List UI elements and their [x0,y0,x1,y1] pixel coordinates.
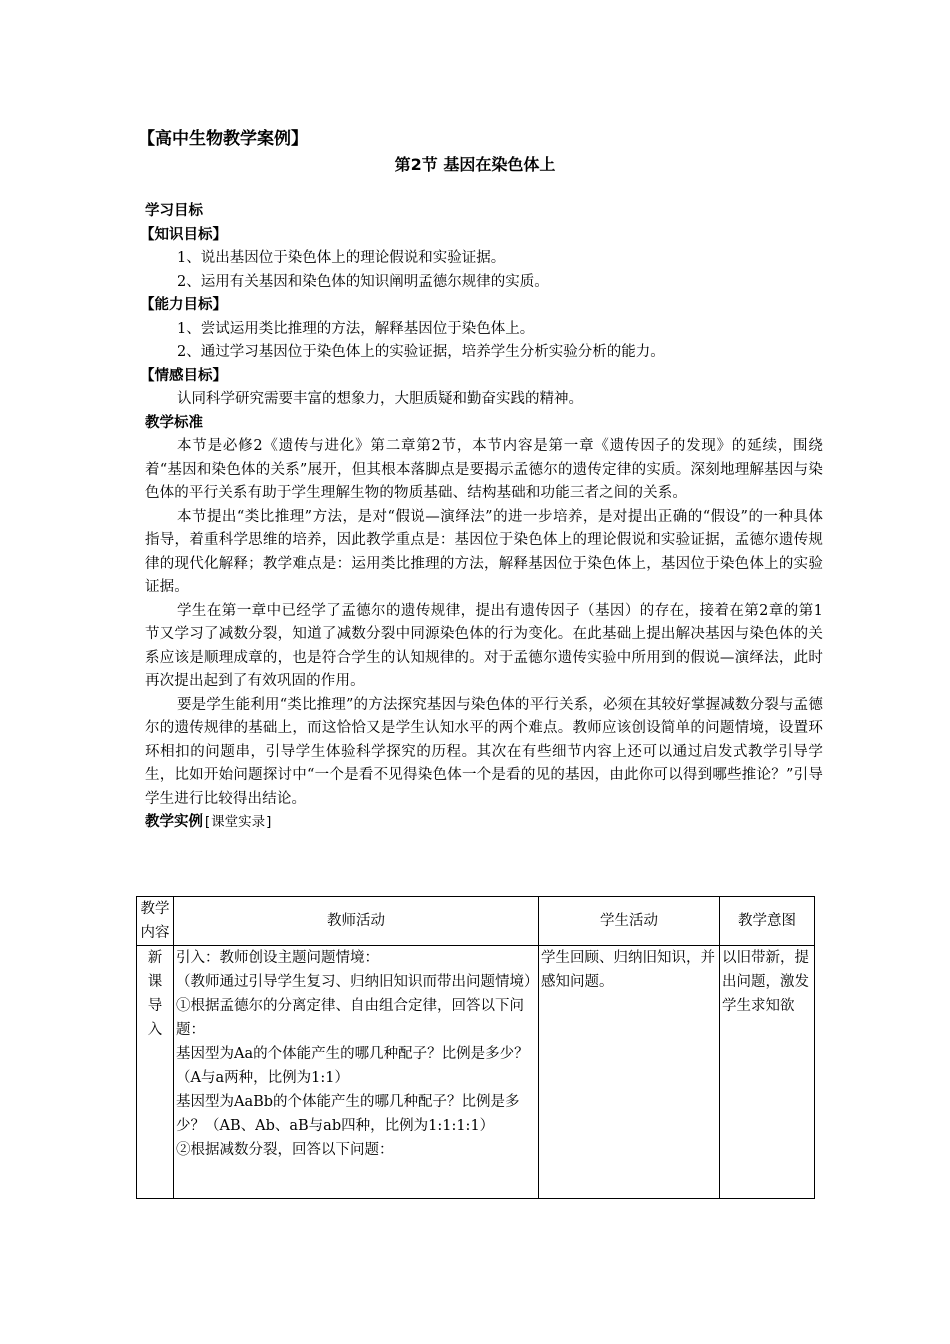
standard-paragraph: 本节是必修2《遗传与进化》第二章第2节，本节内容是第一章《遗传因子的发现》的延续，围绕着“基因和染色体的关系”展开，但其根本落脚点是要揭示孟德尔的遗传定律的实质。深刻地理解基因与染色体的平行关系有助于学生理解生物的物质基础、结构基础和功能三者之间的关系。 [145,438,823,501]
example-heading-line [145,811,823,835]
standard-heading: 教学标准 [145,414,203,431]
page-title: 第2节 基因在染色体上 [394,155,556,174]
table-row [137,946,815,1199]
teacher-line: 基因型为AaBb的个体能产生的哪几种配子？比例是多少？（AB、Ab、aB与ab四种，比例为1:1:1:1） [176,1094,520,1134]
example-heading-tail: [课堂实录] [203,814,274,830]
header-content: 教学内容 [137,897,174,946]
ability-item: 2、通过学习基因位于染色体上的实验证据，培养学生分析实验分析的能力。 [177,344,665,360]
knowledge-item: 2、运用有关基因和染色体的知识阐明孟德尔规律的实质。 [177,273,549,290]
knowledge-heading: 【知识目标】 [140,226,227,243]
ability-item: 1、尝试运用类比推理的方法，解释基因位于染色体上。 [177,320,535,337]
cell-content [137,946,174,1199]
lesson-table [136,896,815,1199]
cell-student: 学生回顾、归纳旧知识，并感知问题。 [539,946,720,1199]
ability-heading: 【能力目标】 [140,297,227,313]
emotion-heading: 【情感目标】 [140,367,227,384]
teacher-line: 基因型为Aa的个体能产生的哪几种配子？比例是多少？（A与a两种，比例为1:1） [176,1046,529,1086]
header-teacher: 教师活动 [174,897,539,946]
content-char: 导 [147,998,163,1014]
content-char: 课 [147,974,163,990]
content-char: 入 [147,1022,163,1038]
teacher-line: 引入：教师创设主题问题情境： [176,950,379,966]
header-intent: 教学意图 [720,897,815,946]
header-student: 学生活动 [539,897,720,946]
cell-teacher [174,946,539,1199]
teacher-line: ②根据减数分裂，回答以下问题： [176,1142,394,1158]
content-char: 新 [147,950,163,966]
document-body [140,200,823,835]
knowledge-item: 1、说出基因位于染色体上的理论假说和实验证据。 [177,250,506,266]
teacher-line: ①根据孟德尔的分离定律、自由组合定律，回答以下问题： [176,998,524,1038]
standard-paragraph: 要是学生能利用“类比推理”的方法探究基因与染色体的平行关系，必须在其较好掌握减数分裂与孟德尔的遗传规律的基础上，而这恰恰又是学生认知水平的两个难点。教师应该创设简单的问题情境，设置环环相扣的问题串，引导学生体验科学探究的历程。其次在有些细节内容上还可以通过启发式教学引导学生，比如开始问题探讨中“一个是看不见得染色体一个是看的见的基因，由此你可以得到哪些推论？”引导学生进行比较得出结论。 [145,696,823,807]
example-heading: 教学实例 [145,814,203,830]
emotion-text: 认同科学研究需要丰富的想象力，大胆质疑和勤奋实践的精神。 [177,391,583,407]
document-tag: 【高中生物教学案例】 [138,129,308,149]
goals-heading: 学习目标 [145,203,203,219]
standard-paragraph: 本节提出“类比推理”方法，是对“假说—演绎法”的进一步培养，是对提出正确的“假设”的一种具体指导，着重科学思维的培养，因此教学重点是：基因位于染色体上的理论假说和实验证据，孟德尔遗传规律的现代化解释；教学难点是：运用类比推理的方法，解释基因位于染色体上，基因位于染色体上的实验证据。 [145,508,823,595]
teacher-line: （教师通过引导学生复习、归纳旧知识而带出问题情境） [176,974,539,990]
standard-paragraph: 学生在第一章中已经学了孟德尔的遗传规律，提出有遗传因子（基因）的存在，接着在第2章的第1节又学习了减数分裂，知道了减数分裂中同源染色体的行为变化。在此基础上提出解决基因与染色体的关系应该是顺理成章的，也是符合学生的认知规律的。对于孟德尔遗传实验中所用到的假说—演绎法，此时再次提出起到了有效巩固的作用。 [145,602,823,689]
table-header-row [137,897,815,946]
cell-intent: 以旧带新，提出问题，激发学生求知欲 [720,946,815,1199]
